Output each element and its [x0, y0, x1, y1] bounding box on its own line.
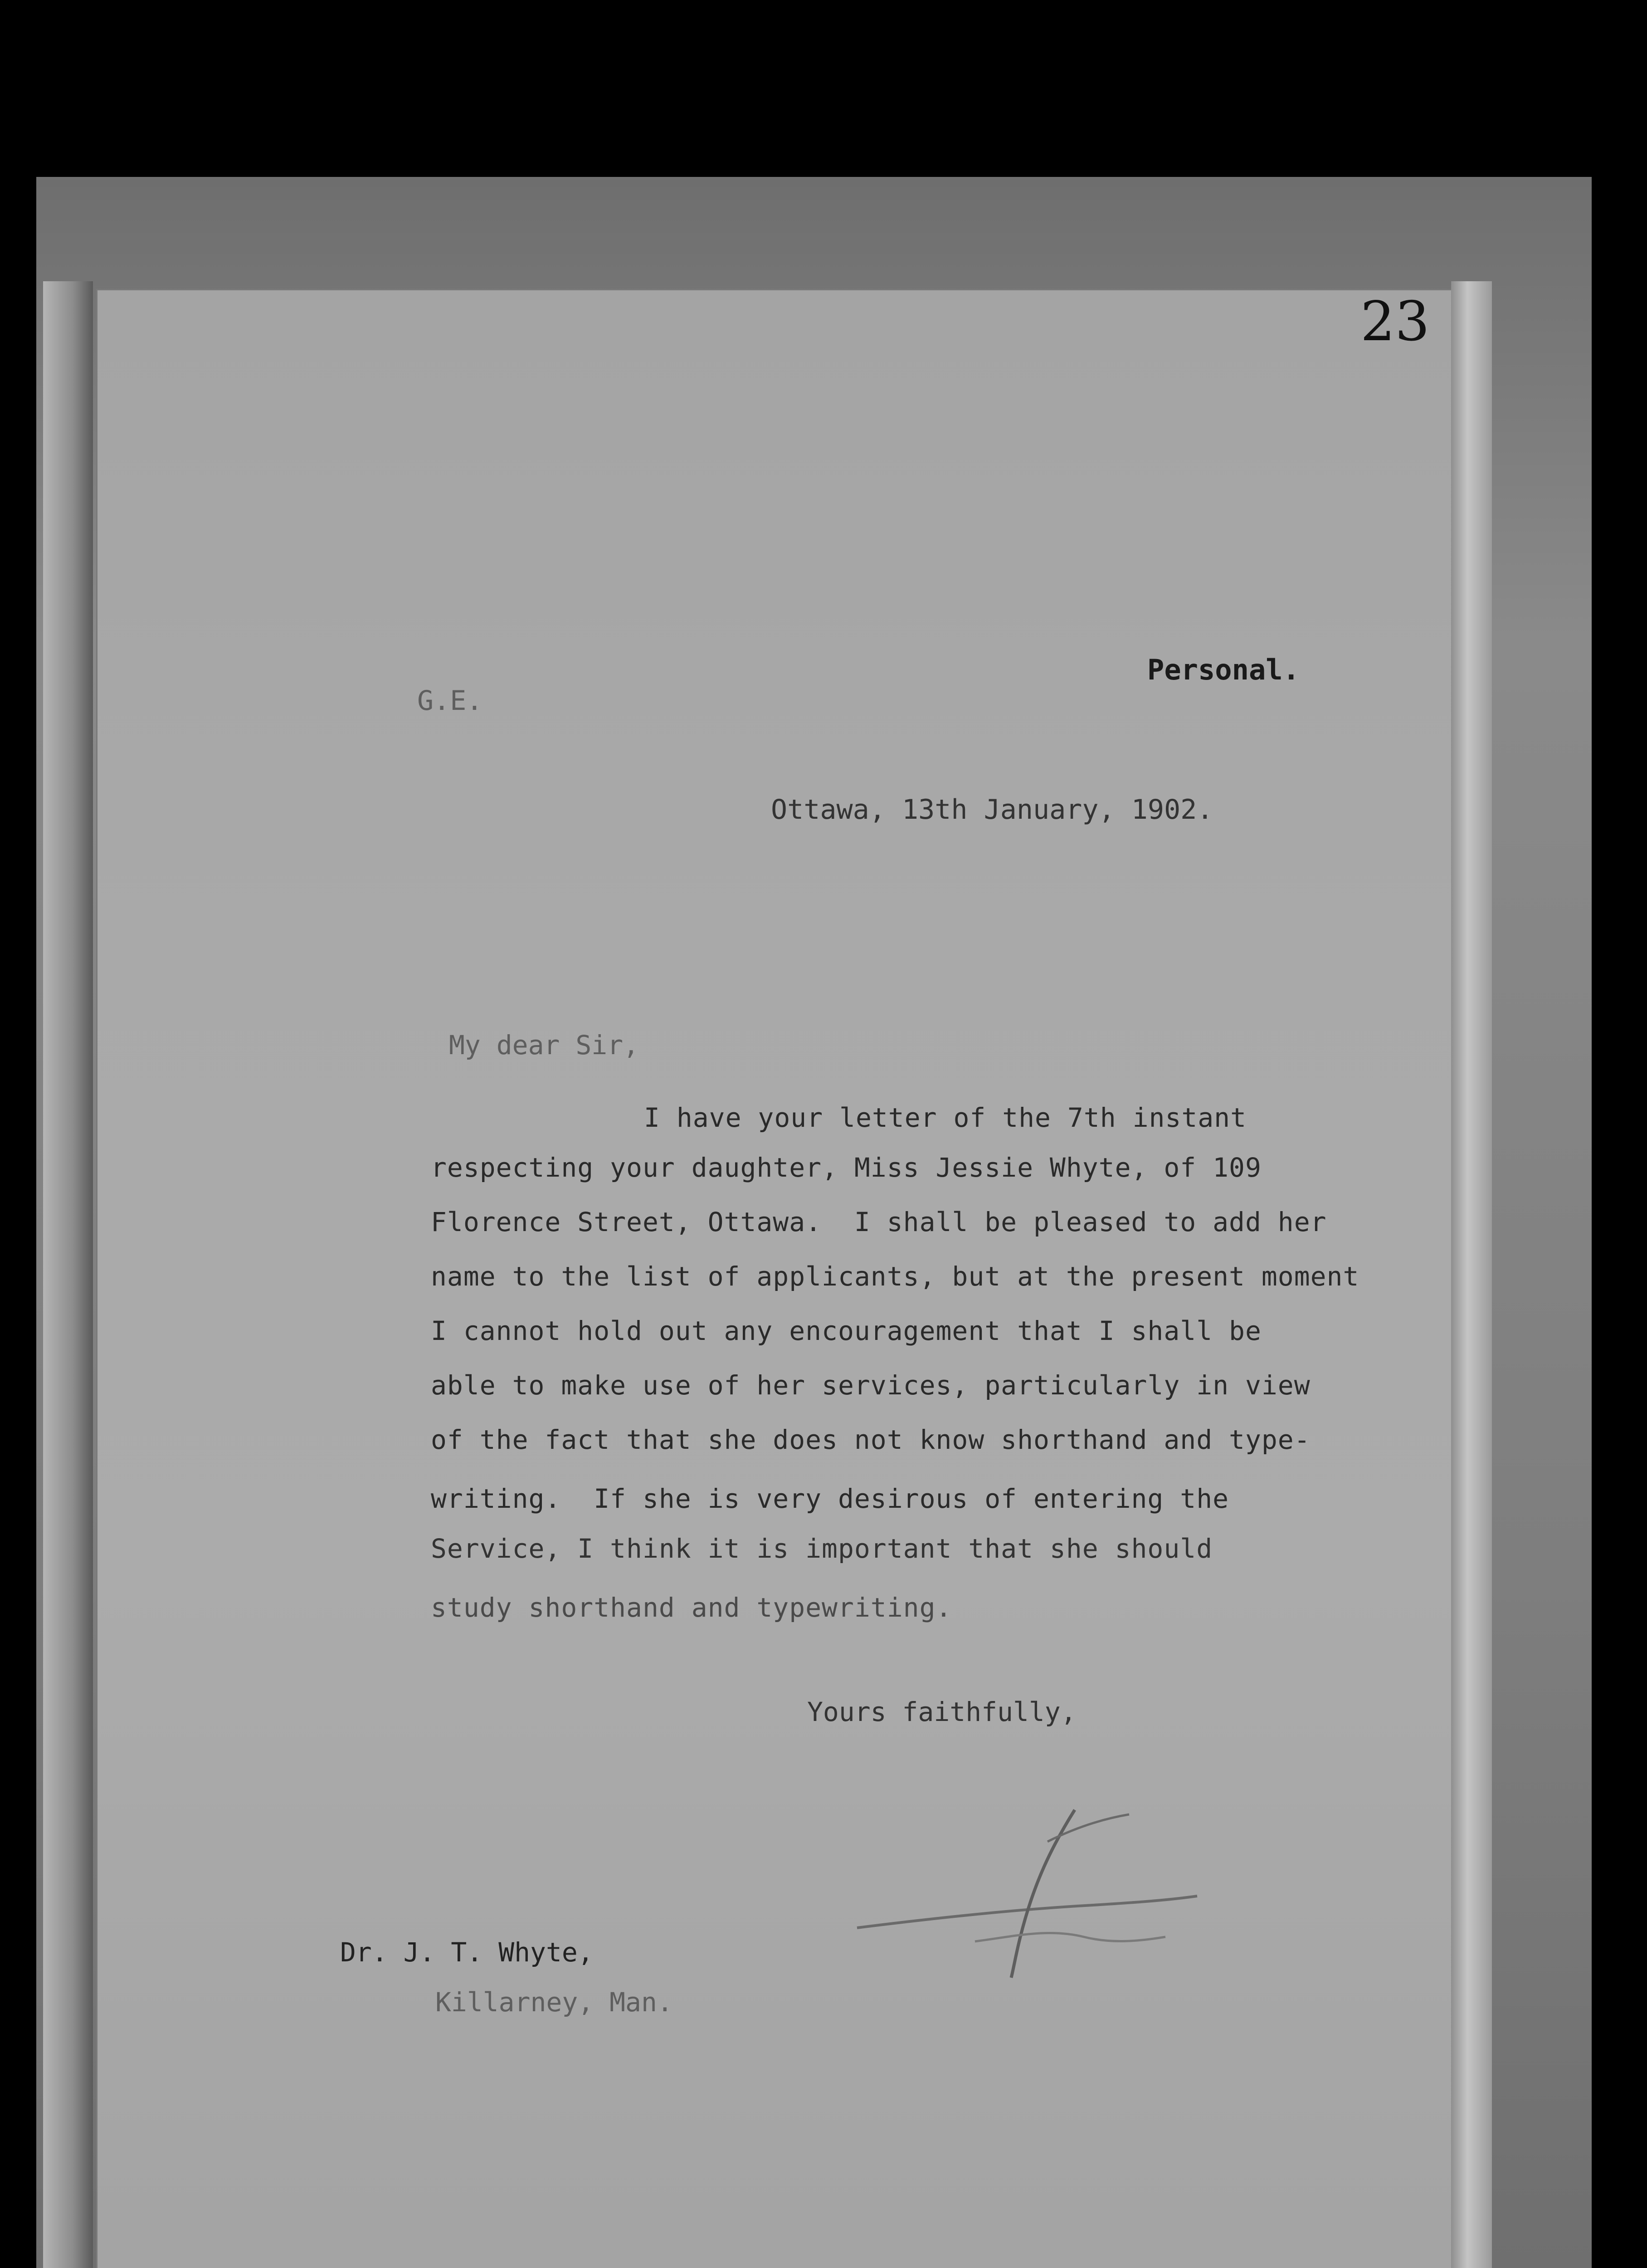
recipient-place: Killarney, Man. — [435, 1987, 673, 2018]
page-number: 23 — [1360, 290, 1430, 353]
body-line: Florence Street, Ottawa. I shall be pleased to add her — [431, 1207, 1327, 1237]
body-line: study shorthand and typewriting. — [431, 1592, 952, 1623]
body-line: name to the list of applicants, but at the present moment — [431, 1261, 1360, 1292]
body-line: I cannot hold out any encouragement that I shall be — [431, 1315, 1262, 1346]
right-sheet-edge — [1451, 281, 1492, 2268]
personal-marking: Personal. — [1147, 653, 1300, 686]
salutation: My dear Sir, — [449, 1030, 639, 1061]
handwritten-signature — [839, 1792, 1211, 1982]
body-line: respecting your daughter, Miss Jessie Whyte, of 109 — [431, 1152, 1262, 1183]
recipient-name: Dr. J. T. Whyte, — [340, 1937, 594, 1968]
body-line: Service, I think it is important that she should — [431, 1533, 1213, 1564]
place-date: Ottawa, 13th January, 1902. — [771, 794, 1213, 826]
body-line: I have your letter of the 7th instant — [644, 1102, 1247, 1133]
body-line: of the fact that she does not know shorthand and type- — [431, 1424, 1311, 1455]
sender-initials: G.E. — [417, 685, 483, 717]
left-binding-edge — [43, 281, 93, 2268]
body-line: able to make use of her services, particularly in view — [431, 1370, 1311, 1401]
closing: Yours faithfully, — [807, 1696, 1077, 1727]
body-line: writing. If she is very desirous of entering the — [431, 1483, 1229, 1514]
